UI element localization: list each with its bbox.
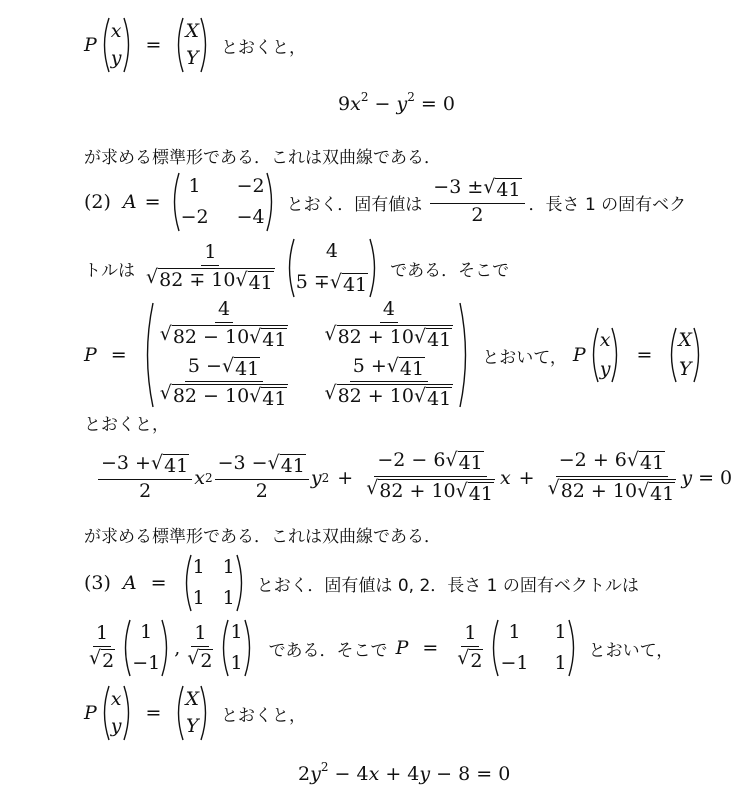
- vec-entry: y: [110, 47, 122, 69]
- left-paren: [488, 618, 500, 678]
- vector-xy: [588, 326, 623, 384]
- matrix-entry: 4 √ 82 + 10 √ 41: [324, 297, 452, 351]
- eq-exponent: 2: [407, 90, 415, 104]
- text-eigenvector: ．長さ 1 の固有ベク: [528, 194, 687, 215]
- symbol-a: A: [122, 191, 137, 213]
- coef-y: −2 + 6 √ 41 √ 82 + 10 √ 41: [547, 449, 675, 505]
- eq-tail: = 0: [698, 467, 733, 489]
- equals-sign: =: [636, 344, 653, 366]
- equals-sign: =: [145, 34, 162, 56]
- right-paren: [265, 171, 277, 233]
- statement-text: が求める標準形である．これは双曲線である．: [84, 148, 441, 168]
- left-paren: [218, 618, 230, 678]
- left-paren: [99, 16, 111, 74]
- vec-entry: x: [110, 688, 122, 711]
- symbol-p: P: [572, 344, 586, 366]
- matrix-entry: −2: [236, 175, 265, 198]
- matrix-entry: 1: [222, 556, 235, 579]
- line-7: [84, 410, 169, 435]
- symbol-p: P: [84, 702, 97, 724]
- line-12: [84, 682, 306, 744]
- eq-term: 2: [298, 763, 311, 785]
- eigenvector-2: [218, 618, 254, 678]
- right-paren: [692, 326, 704, 384]
- line-4: [84, 170, 686, 234]
- matrix-entry: −2: [180, 206, 209, 228]
- eq-term: = 0: [414, 93, 455, 115]
- line-1: [84, 14, 306, 76]
- vec-entry: x: [110, 20, 122, 43]
- vec-entry: y: [110, 715, 122, 737]
- radicand: 41: [496, 179, 521, 202]
- matrix-entry: 1: [188, 175, 201, 198]
- var-x: x: [194, 467, 205, 489]
- text-toru: トルは: [84, 260, 135, 281]
- matrix-entry: 5 − √ 41 √ 82 − 10 √ 41: [159, 354, 287, 411]
- radicand: 41: [342, 273, 368, 296]
- text-eigenvalue: とおく．固有値は: [286, 194, 423, 215]
- vector-XY: [666, 326, 704, 384]
- text-tooite: とおいて，: [588, 640, 674, 661]
- line-10: [84, 552, 639, 614]
- eq-term: y: [310, 763, 321, 785]
- vec-entry: y: [599, 358, 611, 380]
- matrix-entry: 1: [508, 621, 521, 644]
- vec-entry: X: [185, 688, 199, 711]
- text-tooite: とおいて，: [482, 347, 567, 368]
- coef-y2: −3 − √ 41 2: [215, 453, 309, 503]
- left-paren: [666, 326, 678, 384]
- matrix-a: [169, 171, 277, 233]
- sqrt-inner: √ 41: [235, 268, 273, 294]
- inv-sqrt2: 1 √ 2: [457, 622, 483, 672]
- fraction-denominator: 2: [471, 204, 484, 226]
- symbol-p: P: [395, 637, 409, 659]
- inv-sqrt2: 1 √ 2: [187, 622, 213, 672]
- matrix-entry: −4: [236, 206, 265, 228]
- fraction-numerator: 1: [201, 242, 219, 266]
- vector-XY: [173, 16, 211, 74]
- text-tookuto: とおくと，: [84, 415, 169, 435]
- left-paren: [120, 618, 132, 678]
- vec-entry: −1: [132, 652, 161, 674]
- fraction-denominator: [143, 266, 278, 295]
- left-paren: [173, 684, 185, 742]
- vector-xy: [99, 684, 134, 742]
- text-eigenvalue: とおく．固有値は 0, 2．長さ 1 の固有ベクトルは: [256, 575, 639, 596]
- equals-sign: =: [145, 702, 162, 724]
- matrix-entry: 1: [554, 621, 567, 644]
- norm-fraction: [143, 242, 278, 295]
- equals-sign: =: [110, 344, 127, 366]
- matrix-entry: 1: [554, 652, 567, 674]
- symbol-a: A: [122, 572, 137, 594]
- text-tookuto: とおくと，: [220, 705, 306, 726]
- right-paren: [610, 326, 622, 384]
- right-paren: [122, 16, 134, 74]
- symbol-p: P: [84, 34, 97, 56]
- vec-entry: 4: [325, 239, 338, 262]
- vec-entry: Y: [185, 715, 199, 737]
- fraction-numerator: [430, 177, 524, 204]
- vector-xy: [99, 16, 134, 74]
- sqrt: √ 41: [483, 176, 521, 202]
- text-soko: である．そこで: [390, 260, 510, 281]
- matrix-entry: 1: [192, 556, 205, 579]
- var-y: y: [681, 467, 693, 489]
- eq-term: − 4: [328, 763, 369, 785]
- equals-sign: =: [150, 572, 167, 594]
- comma: ,: [174, 637, 181, 659]
- vec-entry: 1: [230, 652, 243, 674]
- vec-entry: 5 ∓ √ 41: [295, 270, 368, 296]
- coef-x: −2 − 6 √ 41 √ 82 + 10 √ 41: [366, 449, 493, 505]
- vec-entry: X: [185, 20, 199, 43]
- left-paren: [141, 301, 155, 409]
- eq-term: y: [419, 763, 431, 785]
- line-9: [84, 522, 441, 547]
- vec-entry: Y: [678, 358, 692, 380]
- inv-sqrt2: 1 √ 2: [89, 622, 115, 672]
- plus-sign: +: [337, 467, 354, 489]
- part-label: (2): [84, 191, 111, 213]
- eq-term: x: [350, 93, 361, 115]
- statement-text: が求める標準形である．これは双曲線である．: [84, 527, 441, 547]
- eq-term: y: [396, 93, 408, 115]
- radicand-text: 82 ∓ 10: [159, 268, 236, 291]
- left-paren: [284, 237, 296, 299]
- eq-term: + 4: [379, 763, 420, 785]
- vector-XY: [173, 684, 211, 742]
- matrix-p: [488, 618, 578, 678]
- matrix-entry: 1: [222, 587, 235, 609]
- matrix-a: [181, 553, 247, 613]
- vec-entry: Y: [185, 47, 199, 69]
- vec-entry: X: [678, 329, 692, 352]
- right-paren: [160, 618, 172, 678]
- equation-2: −3 + √ 41 2 x 2 −3 − √ 41 2 y 2 + −2 − 6 √ 41 √ 82 + 10 √ 41 x + −2 + 6 √ 41 √ 82 + 10 √ 41 y = 0: [96, 446, 732, 510]
- left-paren: [173, 16, 185, 74]
- equation-1: [338, 90, 455, 115]
- radicand: 41: [248, 271, 273, 294]
- eq-term: 9: [338, 93, 351, 115]
- line-11: [84, 616, 673, 680]
- symbol-p: P: [84, 344, 97, 366]
- equals-sign: =: [422, 637, 439, 659]
- left-paren: [181, 553, 193, 613]
- right-paren: [243, 618, 255, 678]
- matrix-entry: 1: [192, 587, 205, 609]
- left-paren: [588, 326, 600, 384]
- sqrt: √ 82 ∓ 10 √ 41: [146, 265, 273, 294]
- num-text: −3 ±: [433, 176, 484, 199]
- eigenvector-1: [120, 618, 172, 678]
- left-paren: [169, 171, 181, 233]
- eigenvalue-fraction: [430, 177, 524, 227]
- vec-entry: x: [599, 329, 611, 352]
- eq-exponent: 2: [360, 90, 369, 104]
- var-x: x: [499, 467, 511, 489]
- right-paren: [199, 684, 211, 742]
- eq-term: x: [368, 763, 380, 785]
- text-soko: である．そこで: [268, 640, 388, 661]
- line-5: [84, 236, 509, 300]
- plus-sign: +: [518, 467, 535, 489]
- equals-sign: =: [144, 191, 161, 213]
- right-paren: [567, 618, 579, 678]
- vec-entry: 1: [230, 621, 243, 644]
- right-paren: [122, 684, 134, 742]
- eq-term: − 8 = 0: [430, 763, 511, 785]
- line-6: [84, 297, 704, 411]
- right-paren: [235, 553, 247, 613]
- right-paren: [368, 237, 380, 299]
- matrix-p: [141, 299, 473, 411]
- eq-exponent: 2: [320, 760, 329, 774]
- eq-term: −: [368, 93, 397, 115]
- part-label: (3): [84, 572, 111, 594]
- right-paren: [199, 16, 211, 74]
- text-tookuto: とおくと，: [220, 37, 306, 58]
- matrix-entry: 5 + √ 41 √ 82 + 10 √ 41: [324, 354, 452, 411]
- line-3: [84, 143, 441, 168]
- right-paren: [458, 301, 472, 409]
- coef-x2: −3 + √ 41 2: [98, 453, 192, 503]
- matrix-entry: −1: [500, 652, 529, 674]
- equation-3: [298, 760, 511, 785]
- eigenvector: [284, 237, 380, 299]
- left-paren: [99, 684, 111, 742]
- vec-entry: 1: [140, 621, 153, 644]
- matrix-entry: 4 √ 82 − 10 √ 41: [159, 297, 287, 351]
- var-y: y: [310, 467, 322, 489]
